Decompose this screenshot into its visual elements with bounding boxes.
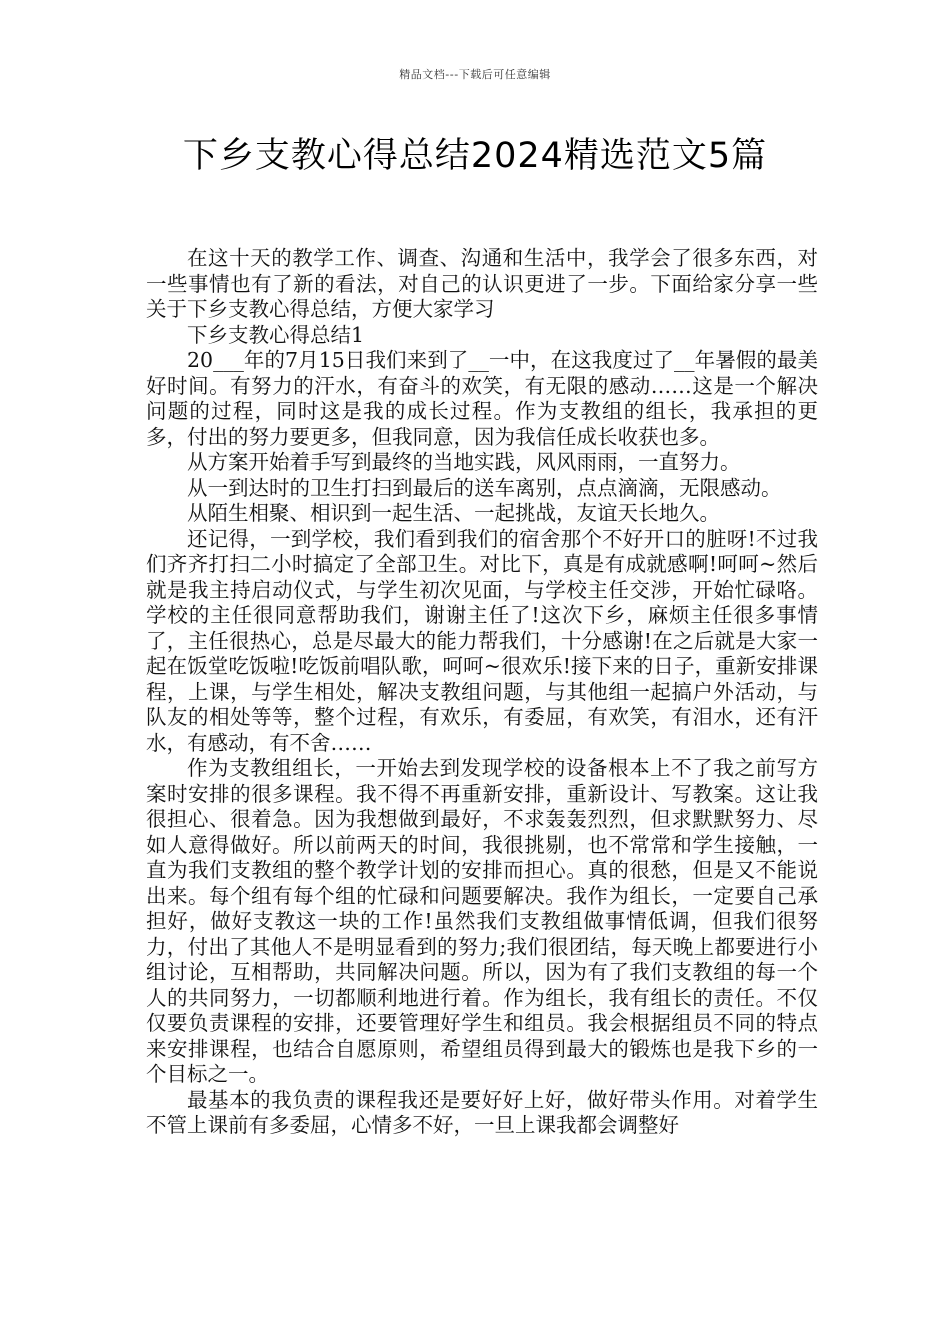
paragraph: 20___年的7月15日我们来到了__一中，在这我度过了__年暑假的最美好时间。有努力的汗水，有奋斗的欢笑，有无限的感动……这是一个解决问题的过程，同时这是我的成长过程。作为支教组的组长，我承担的更多，付出的努力要更多，但我同意，因为我信任成长收获也多。 bbox=[146, 348, 818, 449]
paragraph: 最基本的我负责的课程我还是要好好上好，做好带头作用。对着学生不管上课前有多委屈，心情多不好，一旦上课我都会调整好 bbox=[146, 1087, 818, 1137]
paragraph-intro: 在这十天的教学工作、调查、沟通和生活中，我学会了很多东西，对一些事情也有了新的看法，对自己的认识更进了一步。下面给家分享一些关于下乡支教心得总结，方便大家学习 bbox=[146, 246, 818, 321]
paragraph: 从陌生相聚、相识到一起生活、一起挑战，友谊天长地久。 bbox=[187, 501, 720, 525]
paragraph: 还记得，一到学校，我们看到我们的宿舍那个不好开口的脏呀!不过我们齐齐打扫二小时搞定了全部卫生。对比下，真是有成就感啊!呵呵~然后就是我主持启动仪式，与学生初次见面，与学校主任交涉，开始忙碌咯。学校的主任很同意帮助我们，谢谢主任了!这次下乡，麻烦主任很多事情了，主任很热心，总是尽最大的能力帮我们，十分感谢!在之后就是大家一起在饭堂吃饭啦!吃饭前唱队歌，呵呵~很欢乐!接下来的日子，重新安排课程，上课，与学生相处，解决支教组问题，与其他组一起搞户外活动，与队友的相处等等，整个过程，有欢乐，有委屈，有欢笑，有泪水，还有汗水，有感动，有不舍…… bbox=[146, 526, 818, 755]
paragraph: 从方案开始着手写到最终的当地实践，风风雨雨，一直努力。 bbox=[187, 450, 741, 474]
header-note: 精品文档---下载后可任意编辑 bbox=[399, 68, 551, 81]
document-body bbox=[146, 246, 818, 1139]
document-title: 下乡支教心得总结2024精选范文5篇 bbox=[182, 136, 768, 176]
section-heading-1: 下乡支教心得总结1 bbox=[187, 322, 365, 347]
paragraph: 作为支教组组长，一开始去到发现学校的设备根本上不了我之前写方案时安排的很多课程。我不得不再重新安排，重新设计、写教案。这让我很担心、很着急。因为我想做到最好，不求轰轰烈烈，但求默默努力、尽如人意得做好。所以前两天的时间，我很挑剔，也不常常和学生接触，一直为我们支教组的整个教学计划的安排而担心。真的很愁，但是又不能说出来。每个组有每个组的忙碌和问题要解决。我作为组长，一定要自己承担好，做好支教这一块的工作!虽然我们支教组做事情低调，但我们很努力，付出了其他人不是明显看到的努力;我们很团结，每天晚上都要进行小组讨论，互相帮助，共同解决问题。所以，因为有了我们支教组的每一个人的共同努力，一切都顺利地进行着。作为组长，我有组长的责任。不仅仅要负责课程的安排，还要管理好学生和组员。我会根据组员不同的特点来安排课程，也结合自愿原则，希望组员得到最大的锻炼也是我下乡的一个目标之一。 bbox=[146, 756, 818, 1086]
paragraph: 从一到达时的卫生打扫到最后的送车离别，点点滴滴，无限感动。 bbox=[187, 475, 782, 500]
